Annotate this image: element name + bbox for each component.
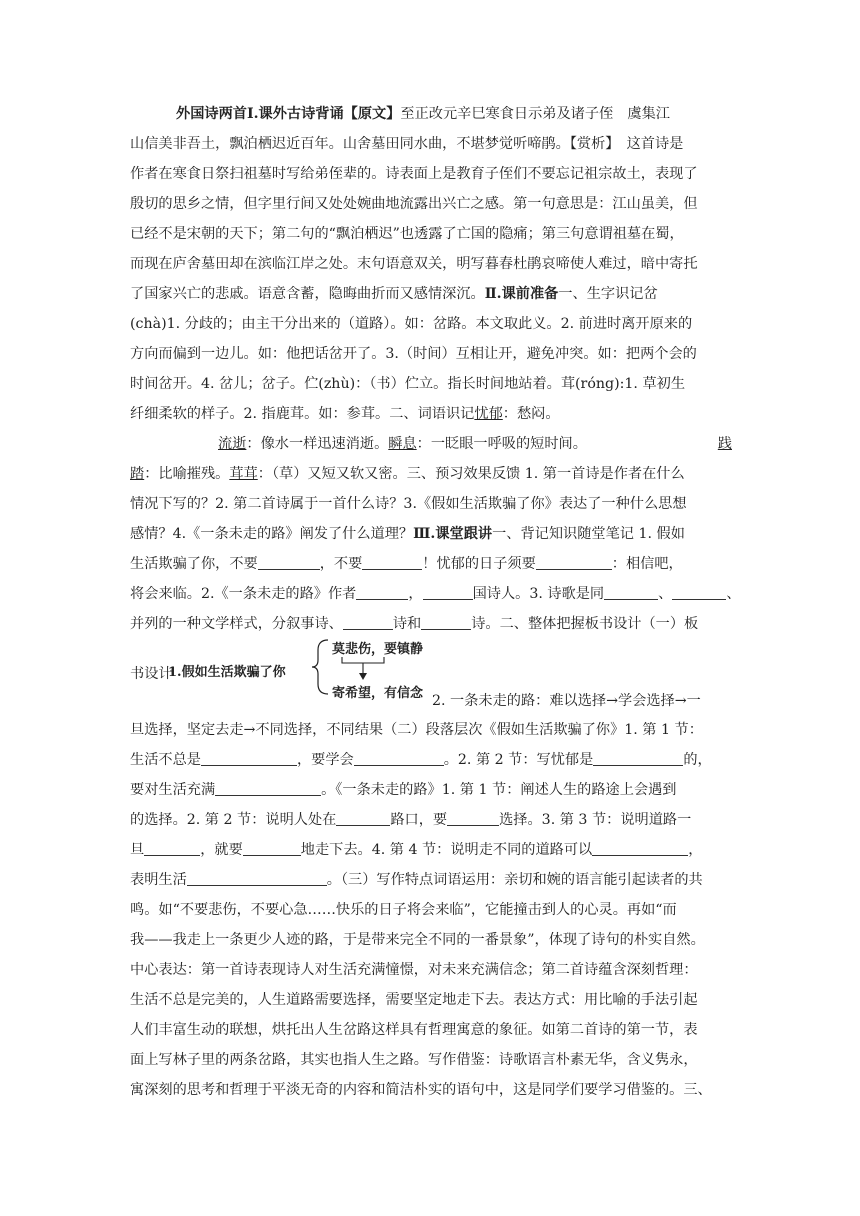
fill-blank[interactable]: [144, 841, 200, 856]
fill-blank[interactable]: [421, 615, 471, 630]
fill-blank[interactable]: [593, 751, 683, 766]
diagram-top: 莫悲伤，要镇静: [332, 642, 424, 657]
paragraph-line: 纤细柔软的样子。2. 指鹿茸。如：参茸。二、词语识记忧郁：愁闷。: [130, 406, 560, 422]
fill-blank[interactable]: [336, 811, 390, 826]
vocab-word: 茸茸: [229, 466, 258, 482]
paragraph-line: 而现在庐舍墓田却在滨临江岸之处。末句语意双关，明写暮春杜鹃哀啼使人难过，暗中寄托: [130, 256, 698, 272]
paragraph-line: 已经不是宋朝的天下；第二句的“飘泊栖迟”也透露了亡国的隐痛；第三句意谓祖墓在蜀，: [130, 226, 684, 242]
paragraph-line: 书设计: [130, 666, 173, 682]
paragraph-line: 流逝：像水一样迅速消逝。瞬息：一眨眼一呼吸的短时间。 践: [218, 436, 732, 452]
section-heading: Ⅱ.课前准备: [484, 286, 559, 302]
fill-blank[interactable]: [243, 841, 301, 856]
brace-icon: [310, 638, 332, 696]
fill-blank[interactable]: [447, 811, 499, 826]
vocab-word: 瞬息: [388, 436, 417, 452]
fill-blank[interactable]: [536, 555, 612, 570]
paragraph-line: 感情？4.《一条未走的路》阐发了什么道理？Ⅲ.课堂跟讲一、背记知识随堂笔记 1. 假如: [130, 526, 685, 542]
fill-blank[interactable]: [604, 585, 658, 600]
fill-blank[interactable]: [343, 615, 393, 630]
paragraph-line: 作者在寒食日祭扫祖墓时写给弟侄辈的。诗表面上是教育子侄们不要忘记祖宗故土，表现了: [130, 166, 698, 182]
paragraph-line: 并列的一种文学样式，分叙事诗、 诗和 诗。二、整体把握板书设计（一）板: [130, 616, 699, 632]
paragraph-line: 要对生活充满 。《一条未走的路》1. 第 1 节：阐述人生的路途上会遇到: [130, 782, 677, 798]
paragraph-line: 旦 ，就要 地走下去。4. 第 4 节：说明走不同的道路可以 ，: [130, 842, 703, 858]
paragraph-line: 人们丰富生动的联想，烘托出人生岔路这样具有哲理寓意的象征。如第二首诗的第一节，表: [130, 1022, 698, 1038]
fill-blank[interactable]: [672, 585, 726, 600]
diagram-label: 1.假如生活欺骗了你: [168, 665, 286, 680]
paragraph-line: 生活不总是完美的，人生道路需要选择，需要坚定地走下去。表达方式：用比喻的手法引起: [130, 992, 698, 1008]
paragraph-line: 生活欺骗了你，不要 ，不要 ！忧郁的日子须要 ：相信吧，: [130, 556, 683, 572]
fill-blank[interactable]: [362, 555, 422, 570]
paragraph-line: 踏：比喻摧残。茸茸：（草）又短又软又密。三、预习效果反馈 1. 第一首诗是作者在什么: [130, 466, 685, 482]
vocab-word: 忧郁: [474, 406, 503, 422]
paragraph-line: 我——我走上一条更少人迹的路，于是带来完全不同的一番景象”，体现了诗句的朴实自然。: [130, 932, 705, 948]
paragraph-line: 方向而偏到一边儿。如：他把话岔开了。3.（时间）互相让开，避免冲突。如：把两个会的: [130, 346, 697, 362]
paragraph-line: 将会来临。2.《一条未走的路》作者 ， 国诗人。3. 诗歌是同 、 、: [130, 586, 741, 602]
fill-blank[interactable]: [258, 555, 320, 570]
fill-blank[interactable]: [215, 781, 321, 796]
paragraph-line: 山信美非吾土，飘泊栖迟近百年。山舍墓田同水曲，不堪梦觉听啼鹃。【赏析】 这首诗是: [130, 136, 684, 152]
paragraph-line: 2. 一条未走的路：难以选择→学会选择→一: [432, 693, 701, 709]
paragraph-line: 生活不总是 ，要学会 。2. 第 2 节：写忧郁是 的，: [130, 752, 712, 768]
paragraph-line: 表明生活 。（三）写作特点词语运用：亲切和婉的语言能引起读者的共: [130, 872, 703, 888]
fill-blank[interactable]: [592, 841, 688, 856]
paragraph-line: 寓深刻的思考和哲理于平淡无奇的内容和简洁朴实的语句中，这是同学们要学习借鉴的。三、: [130, 1082, 712, 1098]
vocab-word: 践: [717, 436, 732, 452]
paragraph-line: 时间岔开。4. 岔儿；岔子。伫(zhù)：（书）伫立。指长时间地站着。茸(róng):1. 草初生: [130, 376, 686, 392]
fill-blank[interactable]: [187, 871, 327, 886]
arrow-down-icon: [340, 655, 390, 681]
paragraph-line: (chà)1. 分歧的；由主干分出来的（道路）。如：岔路。本文取此义。2. 前进时离开原来的: [130, 316, 693, 332]
doc-title: 外国诗两首Ⅰ.课外古诗背诵【原文】: [176, 106, 401, 122]
paragraph-line: 的选择。2. 第 2 节：说明人处在 路口，要 选择。3. 第 3 节：说明道路一: [130, 812, 692, 828]
paragraph-line: 了国家兴亡的悲戚。语意含蓄，隐晦曲折而又感情深沉。Ⅱ.课前准备一、生字识记岔: [130, 286, 658, 302]
fill-blank[interactable]: [201, 751, 297, 766]
vocab-word: 踏: [130, 466, 145, 482]
paragraph-line: 旦选择，坚定去走→不同选择，不同结果（二）段落层次《假如生活欺骗了你》1. 第 1 节：: [130, 722, 703, 738]
paragraph-line: 外国诗两首Ⅰ.课外古诗背诵【原文】至正改元辛巳寒食日示弟及诸子侄 虞集江: [176, 106, 670, 122]
paragraph-line: 中心表达：第一首诗表现诗人对生活充满憧憬，对未来充满信念；第二首诗蕴含深刻哲理：: [130, 962, 698, 978]
paragraph-line: 鸣。如“不要悲伤，不要心急……快乐的日子将会来临”，它能撞击到人的心灵。再如“而: [130, 902, 677, 918]
fill-blank[interactable]: [354, 751, 444, 766]
fill-blank[interactable]: [356, 585, 408, 600]
fill-blank[interactable]: [423, 585, 473, 600]
paragraph-line: 殷切的思乡之情，但字里行间又处处婉曲地流露出兴亡之感。第一句意思是：江山虽美，但: [130, 196, 698, 212]
section-heading: Ⅲ.课堂跟讲: [413, 526, 493, 542]
paragraph-line: 情况下写的？2. 第二首诗属于一首什么诗？3.《假如生活欺骗了你》表达了一种什么思想: [130, 496, 687, 512]
diagram-bottom: 寄希望，有信念: [332, 686, 424, 701]
vocab-word: 流逝: [218, 436, 247, 452]
paragraph-line: 面上写林子里的两条岔路，其实也指人生之路。写作借鉴：诗歌语言朴素无华，含义隽永，: [130, 1052, 698, 1068]
